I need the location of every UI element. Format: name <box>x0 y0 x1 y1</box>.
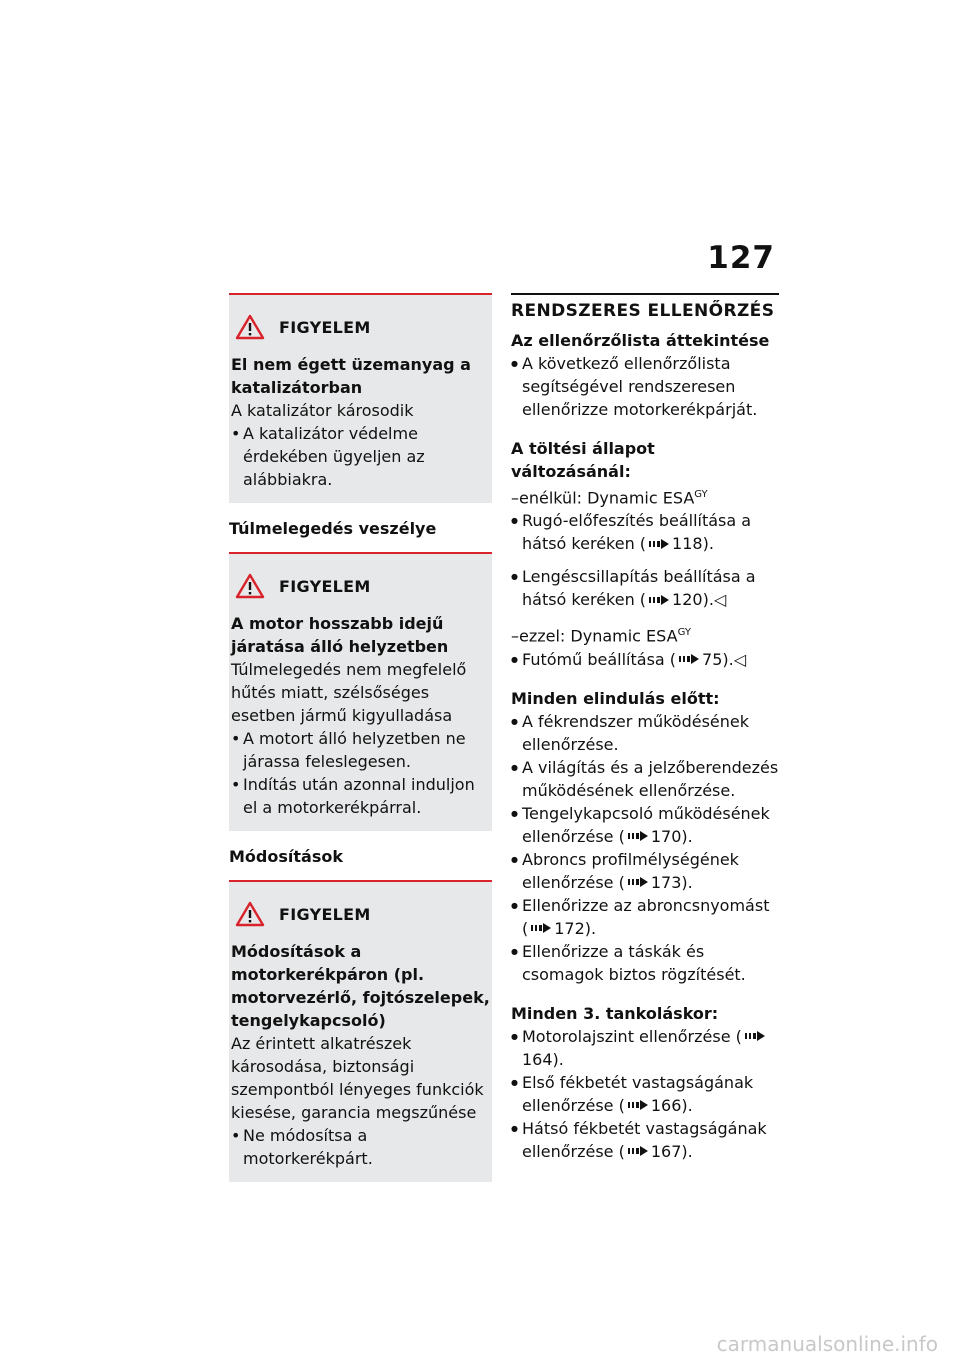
list-item <box>511 1025 779 1071</box>
before-start-list <box>511 710 779 986</box>
warning-header <box>235 896 490 932</box>
section-heading-overheating: Túlmelegedés veszélye <box>229 519 437 538</box>
list-item-text: Lengéscsillapítás beállítása a hátsó keréken ( <box>522 567 756 610</box>
list-item-text: Motorolajszint ellenőrzése ( <box>522 1026 742 1046</box>
list-item <box>511 1117 779 1163</box>
list-item-text: Ellenőrizze az abroncsnyomást ( <box>522 895 770 938</box>
without-esa-line <box>511 483 779 509</box>
list-item: ● A világítás és a jelzőberendezés működésének ellenőrzése. <box>511 756 779 802</box>
warning-header <box>235 309 490 345</box>
page-reference-arrow-icon <box>649 539 669 549</box>
page-reference-link[interactable]: 120).◁ <box>672 590 727 610</box>
list-item <box>511 565 779 611</box>
warning-title: FIGYELEM <box>279 576 371 596</box>
with-esa-line <box>511 621 779 647</box>
warning-title: FIGYELEM <box>279 317 371 337</box>
list-item: • A katalizátor védelme érdekében ügyeljen az alábbiakra. <box>231 422 490 491</box>
page-reference-link[interactable]: 166). <box>650 1095 693 1115</box>
warning-triangle-icon <box>235 314 265 340</box>
page-reference-arrow-icon <box>628 831 648 841</box>
warning-subtitle: El nem égett üzemanyag a katalizátorban <box>231 355 471 397</box>
list-item: ● A következő ellenőrzőlista segítségével rendszeresen ellenőrizze motorkerékpárját. <box>511 352 779 421</box>
list-item <box>511 802 779 848</box>
warning-header <box>235 568 490 604</box>
list-item: • Indítás után azonnal induljon el a motorkerékpárral. <box>231 773 490 819</box>
list-item: ● Ellenőrizze a táskák és csomagok biztos rögzítését. <box>511 940 779 986</box>
with-esa-sup: GY <box>677 627 691 639</box>
page-reference-arrow-icon <box>628 1146 648 1156</box>
with-esa-list <box>511 648 779 671</box>
page-number: 127 <box>707 240 775 276</box>
list-item <box>511 848 779 894</box>
warning-text: A katalizátor károsodik <box>231 401 414 420</box>
list-item <box>511 509 779 555</box>
warning-box-overheating <box>229 552 492 831</box>
with-esa-text: –ezzel: Dynamic ESA <box>511 626 678 646</box>
page-reference-arrow-icon <box>628 1100 648 1110</box>
checklist-intro-list <box>511 352 779 421</box>
without-esa-text: –enélkül: Dynamic ESA <box>511 488 695 508</box>
list-item <box>511 894 779 940</box>
left-column <box>229 293 492 1182</box>
list-item <box>511 648 779 671</box>
page-reference-arrow-icon <box>745 1031 765 1041</box>
warning-subtitle: A motor hosszabb idejű járatása álló helyzetben <box>231 614 449 656</box>
list-item <box>511 1071 779 1117</box>
warning-triangle-icon <box>235 901 265 927</box>
list-item: • A motort álló helyzetben ne járassa feleslegesen. <box>231 727 490 773</box>
subheading-checklist: Az ellenőrzőlista áttekintése <box>511 331 770 350</box>
warning-subtitle: Módosítások a motorkerékpáron (pl. motorvezérlő, fojtószelepek, tengelykapcsoló) <box>231 942 490 1030</box>
subheading-every-third-refuel: Minden 3. tankoláskor: <box>511 1003 719 1023</box>
page-title: RENDSZERES ELLENŐRZÉS <box>511 293 779 323</box>
list-item-text: Abroncs profilmélységének ellenőrzése ( <box>522 849 739 892</box>
every-third-refuel-list <box>511 1025 779 1163</box>
list-item-text: Tengelykapcsoló működésének ellenőrzése ( <box>522 803 770 846</box>
warning-bullets <box>231 1124 490 1170</box>
page-reference-link[interactable]: 173). <box>650 872 693 892</box>
warning-title: FIGYELEM <box>279 904 371 924</box>
list-item-text: Futómű beállítása ( <box>522 649 677 669</box>
right-column <box>511 293 779 1163</box>
page-reference-link[interactable]: 167). <box>650 1141 693 1161</box>
subheading-before-start: Minden elindulás előtt: <box>511 688 720 708</box>
page-reference-link[interactable]: 170). <box>650 826 693 846</box>
page-reference-link[interactable]: 164). <box>522 1049 564 1069</box>
warning-box-catalyst <box>229 293 492 503</box>
page-reference-link[interactable]: 172). <box>554 918 597 938</box>
warning-text: Az érintett alkatrészek károsodása, biztonsági szempontból lényeges funkciók kiesése, garancia megszűnése <box>231 1034 484 1122</box>
list-item: ● A fékrendszer működésének ellenőrzése. <box>511 710 779 756</box>
page-reference-arrow-icon <box>628 877 648 887</box>
without-esa-sup: GY <box>694 489 708 500</box>
warning-bullets <box>231 727 490 819</box>
list-item-text: Első fékbetét vastagságának ellenőrzése ( <box>522 1072 754 1115</box>
without-esa-list <box>511 509 779 555</box>
list-item-text: Rugó-előfeszítés beállítása a hátsó keréken ( <box>522 511 752 554</box>
warning-triangle-icon <box>235 573 265 599</box>
section-heading-modifications: Módosítások <box>229 847 343 866</box>
list-item: • Ne módosítsa a motorkerékpárt. <box>231 1124 490 1170</box>
warning-text: Túlmelegedés nem megfelelő hűtés miatt, szélsőséges esetben jármű kigyulladása <box>231 660 467 725</box>
page-reference-link[interactable]: 118). <box>672 534 714 554</box>
list-item-text: Hátsó fékbetét vastagságának ellenőrzése ( <box>522 1118 767 1161</box>
watermark: carmanualsonline.info <box>716 1332 938 1356</box>
damping-list <box>511 565 779 611</box>
subheading-load-change: A töltési állapot változásánál: <box>511 439 655 481</box>
page-reference-arrow-icon <box>531 923 551 933</box>
page-reference-link[interactable]: 75).◁ <box>702 649 747 669</box>
page-reference-arrow-icon <box>649 595 669 605</box>
warning-bullets <box>231 422 490 491</box>
page-reference-arrow-icon <box>679 654 699 664</box>
warning-box-modifications <box>229 880 492 1182</box>
